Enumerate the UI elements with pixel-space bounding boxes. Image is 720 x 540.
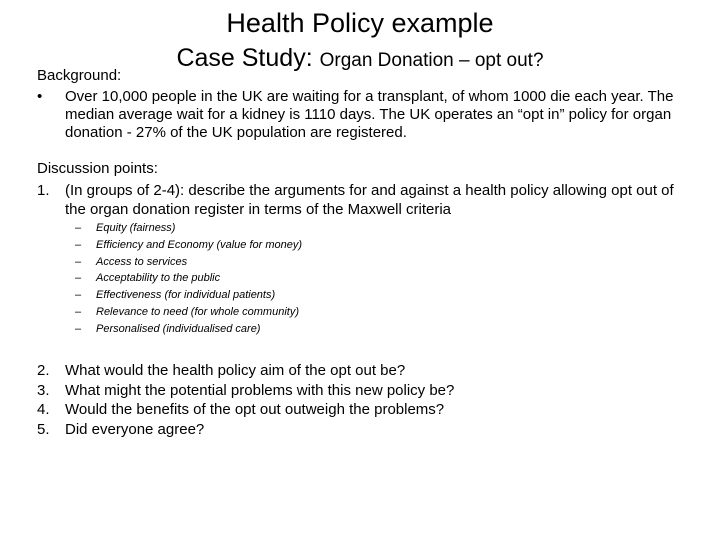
criteria-text: Access to services <box>96 255 188 268</box>
item-number: 2. <box>37 362 50 379</box>
maxwell-criteria-list <box>75 220 475 338</box>
dash-mark: – <box>75 238 82 251</box>
dash-mark: – <box>75 289 82 302</box>
discussion-item-2 <box>37 361 697 381</box>
bullet-mark: • <box>37 88 43 105</box>
item-text: What might the potential problems with this new policy be? <box>65 381 455 399</box>
discussion-item-3 <box>37 381 697 401</box>
dash-mark: – <box>75 305 82 318</box>
criteria-text: Equity (fairness) <box>96 222 176 234</box>
dash-mark: – <box>75 322 82 335</box>
item-number: 4. <box>37 401 50 418</box>
dash-mark: – <box>75 272 82 285</box>
criteria-item <box>75 254 475 271</box>
criteria-text: Relevance to need (for whole community) <box>96 305 299 318</box>
item-text: Did everyone agree? <box>65 420 205 438</box>
criteria-item <box>75 237 475 254</box>
subtitle-topic: Organ Donation – opt out? <box>319 50 544 71</box>
item-number: 3. <box>37 381 50 399</box>
discussion-items <box>37 361 697 439</box>
criteria-item <box>75 304 475 321</box>
criteria-item <box>75 321 475 338</box>
discussion-item-4 <box>37 400 697 420</box>
item-number: 5. <box>37 420 50 438</box>
item-text: (In groups of 2-4): describe the arguments for and against a health policy allowing opt out of the organ donation register in terms of the Maxwell criteria <box>65 182 674 218</box>
criteria-item <box>75 270 475 287</box>
item-number: 1. <box>37 182 50 199</box>
criteria-text: Personalised (individualised care) <box>96 322 261 335</box>
criteria-item <box>75 287 475 304</box>
background-text: Over 10,000 people in the UK are waiting for a transplant, of whom 1000 die each year. The median average wait for a kidney is 1110 days. The UK operates an “opt in” policy for organ donation - 27% of the UK population are registered. <box>65 88 674 141</box>
dash-mark: – <box>75 255 82 268</box>
item-text: Would the benefits of the opt out outweigh the problems? <box>65 401 445 418</box>
discussion-item-5 <box>37 420 697 440</box>
criteria-text: Effectiveness (for individual patients) <box>96 289 276 302</box>
subtitle-main: Case Study: <box>176 44 320 72</box>
criteria-text: Efficiency and Economy (value for money) <box>96 238 303 251</box>
slide-title: Health Policy example <box>226 8 494 38</box>
dash-mark: – <box>75 222 82 234</box>
discussion-label: Discussion points: <box>37 160 158 177</box>
discussion-item-1 <box>37 181 697 219</box>
criteria-text: Acceptability to the public <box>96 272 221 285</box>
background-label: Background: <box>37 67 122 84</box>
criteria-item <box>75 220 475 237</box>
background-bullet <box>37 88 687 142</box>
item-text: What would the health policy aim of the opt out be? <box>65 362 406 379</box>
